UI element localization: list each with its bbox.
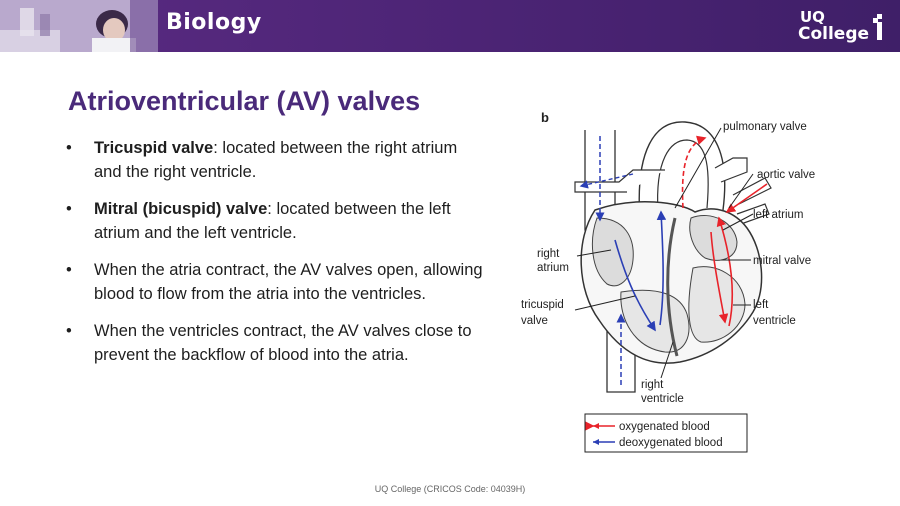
panel-letter: b [541, 110, 549, 125]
page-title: Atrioventricular (AV) valves [68, 86, 421, 116]
label-left-ventricle-2: ventricle [753, 315, 796, 327]
legend [585, 414, 747, 452]
label-tricuspid-2: valve [521, 315, 548, 327]
bullet-mitral [66, 197, 486, 245]
bullet-bold-term: Tricuspid valve [94, 139, 214, 157]
footer-cricos: UQ College (CRICOS Code: 04039H) [374, 484, 526, 494]
bullet-tricuspid [66, 136, 486, 184]
label-mitral-valve: mitral valve [753, 255, 812, 267]
logo-uq-text: UQ [800, 8, 825, 26]
logo-mark-icon [870, 14, 882, 40]
bullet-atria-contract [66, 258, 486, 306]
label-tricuspid-1: tricuspid [521, 299, 564, 311]
bullet-bold-term: Mitral (bicuspid) valve [94, 200, 268, 218]
label-pulmonary-valve: pulmonary valve [723, 121, 807, 133]
label-right-ventricle-1: right [641, 379, 664, 391]
legend-oxygenated: oxygenated blood [619, 421, 710, 433]
bullet-text: : located between the left atrium and the left ventricle. [94, 200, 451, 242]
label-right-atrium-2: atrium [537, 262, 569, 274]
header-banner [0, 0, 900, 52]
bullet-text: When the ventricles contract, the AV valves close to prevent the backflow of blood into the atria. [94, 322, 472, 364]
label-aortic-valve: aortic valve [757, 169, 816, 181]
label-right-ventricle-2: ventricle [641, 393, 684, 405]
label-right-atrium-1: right [537, 248, 560, 260]
pulmonary-vein-upper [733, 178, 771, 204]
bullet-ventricles-contract [66, 319, 486, 367]
section-title: Biology [166, 10, 262, 35]
bullet-dot: • [66, 200, 72, 218]
label-left-ventricle-1: left [753, 299, 769, 311]
heart-diagram [515, 100, 845, 460]
bullet-dot: • [66, 322, 72, 340]
bullet-dot: • [66, 261, 72, 279]
uq-college-logo [798, 8, 878, 46]
pulmonary-artery-right [715, 158, 747, 182]
bullet-list [66, 136, 486, 380]
label-left-atrium: left atrium [753, 209, 804, 221]
bullet-dot: • [66, 139, 72, 157]
logo-college-text: College [798, 24, 870, 44]
banner-photo [0, 0, 158, 52]
bullet-text: : located between the right atrium and the right ventricle. [94, 139, 458, 181]
legend-deoxygenated: deoxygenated blood [619, 437, 723, 449]
bullet-text: When the atria contract, the AV valves open, allowing blood to flow from the atria into the ventricles. [94, 261, 483, 303]
